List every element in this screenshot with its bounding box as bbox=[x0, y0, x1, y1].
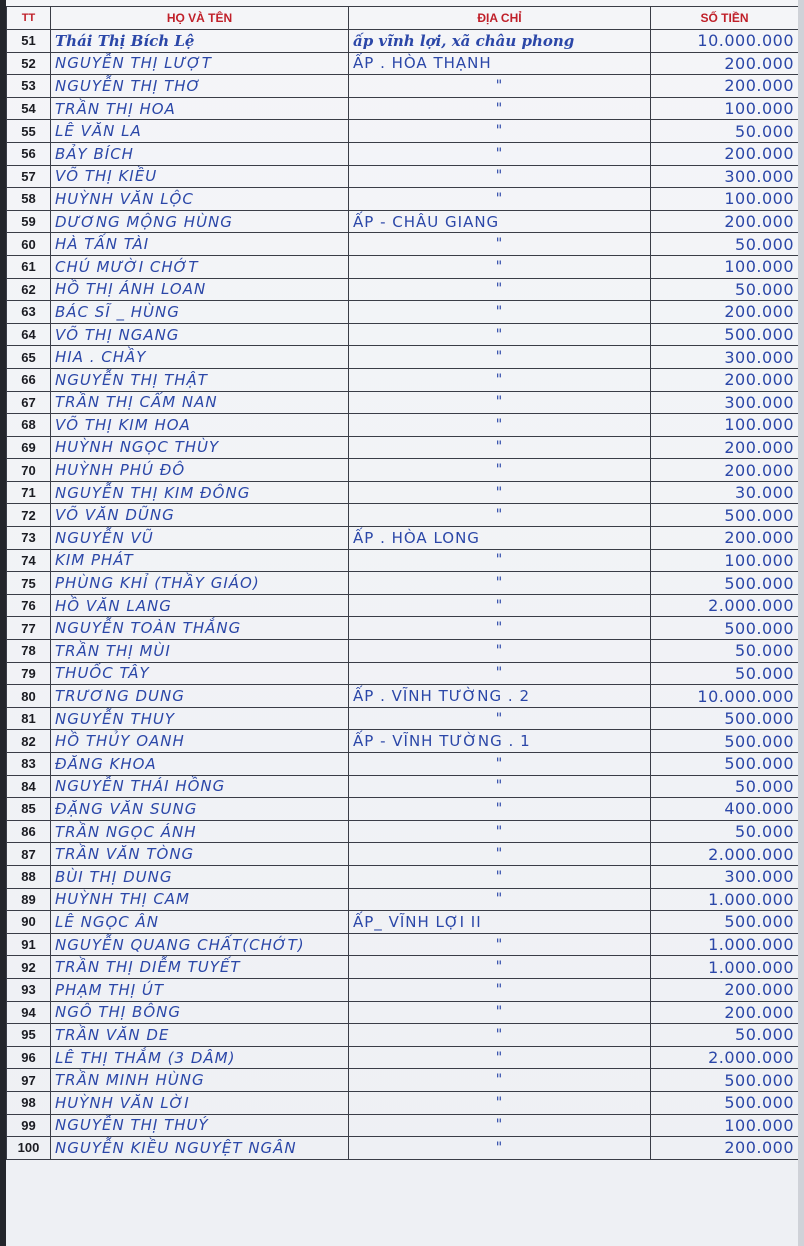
row-number: 66 bbox=[7, 368, 51, 391]
table-row bbox=[7, 617, 799, 640]
row-amount: 2.000.000 bbox=[651, 1046, 799, 1069]
row-amount: 100.000 bbox=[651, 414, 799, 437]
row-amount: 200.000 bbox=[651, 978, 799, 1001]
row-address: " bbox=[349, 707, 651, 730]
row-amount: 200.000 bbox=[651, 301, 799, 324]
row-number: 59 bbox=[7, 210, 51, 233]
table-row bbox=[7, 481, 799, 504]
row-number: 58 bbox=[7, 188, 51, 211]
row-amount: 500.000 bbox=[651, 730, 799, 753]
row-name: TRẦN VĂN DE bbox=[51, 1024, 349, 1047]
table-row bbox=[7, 233, 799, 256]
row-address: " bbox=[349, 820, 651, 843]
row-name: TRẦN THỊ DIỄM TUYẾT bbox=[51, 956, 349, 979]
row-number: 88 bbox=[7, 865, 51, 888]
row-address: " bbox=[349, 233, 651, 256]
table-row bbox=[7, 798, 799, 821]
row-number: 87 bbox=[7, 843, 51, 866]
table-row bbox=[7, 188, 799, 211]
row-name: NGUYỄN KIỀU NGUYỆT NGÂN bbox=[51, 1137, 349, 1160]
row-address: " bbox=[349, 978, 651, 1001]
row-address: " bbox=[349, 97, 651, 120]
table-row bbox=[7, 662, 799, 685]
header-tt: TT bbox=[7, 7, 51, 30]
row-address: " bbox=[349, 640, 651, 663]
row-number: 90 bbox=[7, 911, 51, 934]
row-name: THUỐC TÂY bbox=[51, 662, 349, 685]
row-address: " bbox=[349, 888, 651, 911]
row-address: " bbox=[349, 798, 651, 821]
table-row bbox=[7, 911, 799, 934]
row-amount: 50.000 bbox=[651, 278, 799, 301]
table-row bbox=[7, 1001, 799, 1024]
table-row bbox=[7, 30, 799, 53]
row-address: ẤP . HÒA THẠNH bbox=[349, 52, 651, 75]
row-amount: 100.000 bbox=[651, 255, 799, 278]
row-amount: 200.000 bbox=[651, 210, 799, 233]
row-amount: 200.000 bbox=[651, 459, 799, 482]
row-address: " bbox=[349, 414, 651, 437]
row-address: ẤP_ VĨNH LỢI II bbox=[349, 911, 651, 934]
row-number: 56 bbox=[7, 142, 51, 165]
row-number: 94 bbox=[7, 1001, 51, 1024]
row-name: NGUYỄN THUY bbox=[51, 707, 349, 730]
row-name: LÊ NGỌC ÂN bbox=[51, 911, 349, 934]
row-address: " bbox=[349, 617, 651, 640]
row-name: TRƯƠNG DUNG bbox=[51, 685, 349, 708]
row-number: 98 bbox=[7, 1091, 51, 1114]
row-amount: 50.000 bbox=[651, 775, 799, 798]
table-row bbox=[7, 978, 799, 1001]
row-name: KIM PHÁT bbox=[51, 549, 349, 572]
row-amount: 300.000 bbox=[651, 865, 799, 888]
header-address: ĐỊA CHỈ bbox=[349, 7, 651, 30]
row-amount: 10.000.000 bbox=[651, 685, 799, 708]
row-number: 52 bbox=[7, 52, 51, 75]
table-header-row bbox=[7, 7, 799, 30]
row-amount: 50.000 bbox=[651, 1024, 799, 1047]
row-address: " bbox=[349, 323, 651, 346]
row-amount: 200.000 bbox=[651, 142, 799, 165]
row-address: " bbox=[349, 436, 651, 459]
row-name: NGUYỄN THỊ THƠ bbox=[51, 75, 349, 98]
row-name: ĐẶNG VĂN SUNG bbox=[51, 798, 349, 821]
row-name: NGÔ THỊ BÔNG bbox=[51, 1001, 349, 1024]
row-name: TRẦN MINH HÙNG bbox=[51, 1069, 349, 1092]
row-number: 83 bbox=[7, 753, 51, 776]
row-number: 60 bbox=[7, 233, 51, 256]
row-amount: 100.000 bbox=[651, 97, 799, 120]
row-name: VÕ VĂN DŨNG bbox=[51, 504, 349, 527]
table-row bbox=[7, 391, 799, 414]
table-row bbox=[7, 97, 799, 120]
table-row bbox=[7, 323, 799, 346]
row-address: " bbox=[349, 753, 651, 776]
row-amount: 200.000 bbox=[651, 436, 799, 459]
row-address: " bbox=[349, 572, 651, 595]
header-amount: SỐ TIỀN bbox=[651, 7, 799, 30]
row-number: 89 bbox=[7, 888, 51, 911]
row-address: " bbox=[349, 865, 651, 888]
row-number: 55 bbox=[7, 120, 51, 143]
row-amount: 50.000 bbox=[651, 820, 799, 843]
table-row bbox=[7, 1069, 799, 1092]
table-row bbox=[7, 549, 799, 572]
row-amount: 500.000 bbox=[651, 1069, 799, 1092]
row-name: DƯƠNG MỘNG HÙNG bbox=[51, 210, 349, 233]
row-amount: 1.000.000 bbox=[651, 956, 799, 979]
row-number: 92 bbox=[7, 956, 51, 979]
row-address: " bbox=[349, 1024, 651, 1047]
row-amount: 30.000 bbox=[651, 481, 799, 504]
row-name: VÕ THỊ KIM HOA bbox=[51, 414, 349, 437]
row-amount: 200.000 bbox=[651, 368, 799, 391]
row-number: 74 bbox=[7, 549, 51, 572]
row-name: NGUYỄN THỊ KIM ĐÔNG bbox=[51, 481, 349, 504]
row-name: HUỲNH VĂN LỜI bbox=[51, 1091, 349, 1114]
row-amount: 500.000 bbox=[651, 1091, 799, 1114]
table-row bbox=[7, 865, 799, 888]
row-amount: 300.000 bbox=[651, 165, 799, 188]
row-amount: 500.000 bbox=[651, 504, 799, 527]
row-address: " bbox=[349, 504, 651, 527]
row-number: 82 bbox=[7, 730, 51, 753]
row-address: " bbox=[349, 165, 651, 188]
row-name: CHÚ MƯỜI CHỚT bbox=[51, 255, 349, 278]
table-row bbox=[7, 640, 799, 663]
row-address: " bbox=[349, 662, 651, 685]
row-address: " bbox=[349, 142, 651, 165]
row-name: LÊ VĂN LA bbox=[51, 120, 349, 143]
row-name: NGUYỄN THỊ LƯỢT bbox=[51, 52, 349, 75]
table-row bbox=[7, 301, 799, 324]
row-number: 80 bbox=[7, 685, 51, 708]
row-amount: 500.000 bbox=[651, 323, 799, 346]
row-name: TRẦN THỊ MÙI bbox=[51, 640, 349, 663]
row-address: " bbox=[349, 481, 651, 504]
row-number: 62 bbox=[7, 278, 51, 301]
row-number: 76 bbox=[7, 594, 51, 617]
donation-table bbox=[6, 6, 799, 1160]
row-number: 86 bbox=[7, 820, 51, 843]
row-number: 53 bbox=[7, 75, 51, 98]
row-number: 96 bbox=[7, 1046, 51, 1069]
row-number: 77 bbox=[7, 617, 51, 640]
row-address: " bbox=[349, 933, 651, 956]
row-number: 61 bbox=[7, 255, 51, 278]
row-name: TRẦN NGỌC ÁNH bbox=[51, 820, 349, 843]
row-name: Thái Thị Bích Lệ bbox=[51, 30, 349, 53]
row-name: PHẠM THỊ ÚT bbox=[51, 978, 349, 1001]
row-number: 93 bbox=[7, 978, 51, 1001]
row-amount: 500.000 bbox=[651, 707, 799, 730]
table-row bbox=[7, 594, 799, 617]
row-name: HUỲNH VĂN LỘC bbox=[51, 188, 349, 211]
table-row bbox=[7, 75, 799, 98]
row-amount: 300.000 bbox=[651, 391, 799, 414]
row-amount: 2.000.000 bbox=[651, 594, 799, 617]
table-row bbox=[7, 1091, 799, 1114]
table-row bbox=[7, 820, 799, 843]
row-number: 84 bbox=[7, 775, 51, 798]
row-amount: 100.000 bbox=[651, 188, 799, 211]
row-amount: 50.000 bbox=[651, 662, 799, 685]
row-amount: 200.000 bbox=[651, 52, 799, 75]
table-row bbox=[7, 1114, 799, 1137]
table-row bbox=[7, 459, 799, 482]
row-number: 78 bbox=[7, 640, 51, 663]
table-row bbox=[7, 572, 799, 595]
row-address: " bbox=[349, 368, 651, 391]
row-number: 51 bbox=[7, 30, 51, 53]
row-amount: 200.000 bbox=[651, 1001, 799, 1024]
row-name: HỒ THỦY OANH bbox=[51, 730, 349, 753]
row-name: TRẦN THỊ CẨM NAN bbox=[51, 391, 349, 414]
table-row bbox=[7, 1024, 799, 1047]
row-address: " bbox=[349, 120, 651, 143]
row-name: HUỲNH PHÚ ĐÔ bbox=[51, 459, 349, 482]
row-address: " bbox=[349, 1091, 651, 1114]
row-name: NGUYỄN THÁI HỒNG bbox=[51, 775, 349, 798]
row-name: TRẦN THỊ HOA bbox=[51, 97, 349, 120]
row-address: " bbox=[349, 391, 651, 414]
row-address: " bbox=[349, 775, 651, 798]
row-amount: 50.000 bbox=[651, 233, 799, 256]
row-amount: 50.000 bbox=[651, 120, 799, 143]
table-row bbox=[7, 165, 799, 188]
row-address: ẤP - CHÂU GIANG bbox=[349, 210, 651, 233]
table-row bbox=[7, 414, 799, 437]
row-amount: 300.000 bbox=[651, 346, 799, 369]
row-name: HUỲNH THỊ CAM bbox=[51, 888, 349, 911]
row-number: 65 bbox=[7, 346, 51, 369]
row-name: NGUYỄN QUANG CHẤT(CHỚT) bbox=[51, 933, 349, 956]
table-row bbox=[7, 142, 799, 165]
row-address: " bbox=[349, 255, 651, 278]
row-address: " bbox=[349, 278, 651, 301]
row-name: NGUYỄN TOÀN THẮNG bbox=[51, 617, 349, 640]
table-row bbox=[7, 504, 799, 527]
row-number: 57 bbox=[7, 165, 51, 188]
table-row bbox=[7, 368, 799, 391]
table-row bbox=[7, 843, 799, 866]
table-row bbox=[7, 888, 799, 911]
row-number: 67 bbox=[7, 391, 51, 414]
row-amount: 500.000 bbox=[651, 617, 799, 640]
table-row bbox=[7, 120, 799, 143]
row-address: " bbox=[349, 843, 651, 866]
row-number: 75 bbox=[7, 572, 51, 595]
row-address: " bbox=[349, 1114, 651, 1137]
page-edge bbox=[798, 0, 804, 1246]
table-row bbox=[7, 753, 799, 776]
row-name: VÕ THỊ NGANG bbox=[51, 323, 349, 346]
row-address: " bbox=[349, 956, 651, 979]
table-row bbox=[7, 956, 799, 979]
row-name: VÕ THỊ KIỀU bbox=[51, 165, 349, 188]
row-address: " bbox=[349, 301, 651, 324]
row-address: ấp vĩnh lợi, xã châu phong bbox=[349, 30, 651, 53]
row-amount: 100.000 bbox=[651, 1114, 799, 1137]
row-number: 63 bbox=[7, 301, 51, 324]
row-number: 81 bbox=[7, 707, 51, 730]
row-number: 68 bbox=[7, 414, 51, 437]
row-name: BÁC SĨ _ HÙNG bbox=[51, 301, 349, 324]
row-address: " bbox=[349, 594, 651, 617]
table-row bbox=[7, 1137, 799, 1160]
row-number: 99 bbox=[7, 1114, 51, 1137]
table-row bbox=[7, 527, 799, 550]
row-number: 70 bbox=[7, 459, 51, 482]
row-number: 97 bbox=[7, 1069, 51, 1092]
row-address: " bbox=[349, 1069, 651, 1092]
header-name: HỌ VÀ TÊN bbox=[51, 7, 349, 30]
table-row bbox=[7, 52, 799, 75]
row-name: HỒ VĂN LANG bbox=[51, 594, 349, 617]
row-number: 95 bbox=[7, 1024, 51, 1047]
row-address: " bbox=[349, 549, 651, 572]
row-number: 72 bbox=[7, 504, 51, 527]
row-name: HIA . CHẦY bbox=[51, 346, 349, 369]
row-number: 69 bbox=[7, 436, 51, 459]
row-name: ĐĂNG KHOA bbox=[51, 753, 349, 776]
row-address: " bbox=[349, 459, 651, 482]
row-name: HUỲNH NGỌC THÙY bbox=[51, 436, 349, 459]
row-name: LÊ THỊ THẮM (3 DÂM) bbox=[51, 1046, 349, 1069]
row-number: 79 bbox=[7, 662, 51, 685]
row-number: 73 bbox=[7, 527, 51, 550]
row-number: 100 bbox=[7, 1137, 51, 1160]
row-number: 64 bbox=[7, 323, 51, 346]
row-name: BẢY BÍCH bbox=[51, 142, 349, 165]
row-address: ẤP . VĨNH TƯỜNG . 2 bbox=[349, 685, 651, 708]
table-row bbox=[7, 707, 799, 730]
row-name: HỒ THỊ ÁNH LOAN bbox=[51, 278, 349, 301]
row-amount: 200.000 bbox=[651, 1137, 799, 1160]
table-row bbox=[7, 730, 799, 753]
table-body bbox=[7, 30, 799, 1160]
table-row bbox=[7, 933, 799, 956]
row-amount: 400.000 bbox=[651, 798, 799, 821]
row-address: " bbox=[349, 188, 651, 211]
row-number: 71 bbox=[7, 481, 51, 504]
table-row bbox=[7, 346, 799, 369]
row-amount: 2.000.000 bbox=[651, 843, 799, 866]
row-name: BÙI THỊ DUNG bbox=[51, 865, 349, 888]
row-address: ẤP . HÒA LONG bbox=[349, 527, 651, 550]
table-row bbox=[7, 775, 799, 798]
row-address: " bbox=[349, 1137, 651, 1160]
row-amount: 200.000 bbox=[651, 527, 799, 550]
row-name: HÀ TẤN TÀI bbox=[51, 233, 349, 256]
row-address: ẤP - VĨNH TƯỜNG . 1 bbox=[349, 730, 651, 753]
row-name: NGUYỄN VŨ bbox=[51, 527, 349, 550]
table-row bbox=[7, 685, 799, 708]
row-amount: 500.000 bbox=[651, 911, 799, 934]
row-amount: 1.000.000 bbox=[651, 888, 799, 911]
row-address: " bbox=[349, 1046, 651, 1069]
row-address: " bbox=[349, 1001, 651, 1024]
row-amount: 500.000 bbox=[651, 572, 799, 595]
table-row bbox=[7, 278, 799, 301]
table-row bbox=[7, 210, 799, 233]
row-amount: 200.000 bbox=[651, 75, 799, 98]
row-name: NGUYỄN THỊ THUÝ bbox=[51, 1114, 349, 1137]
row-amount: 500.000 bbox=[651, 753, 799, 776]
row-amount: 100.000 bbox=[651, 549, 799, 572]
row-name: TRẦN VĂN TÒNG bbox=[51, 843, 349, 866]
row-amount: 10.000.000 bbox=[651, 30, 799, 53]
row-number: 54 bbox=[7, 97, 51, 120]
row-number: 85 bbox=[7, 798, 51, 821]
table-row bbox=[7, 1046, 799, 1069]
row-address: " bbox=[349, 75, 651, 98]
row-amount: 50.000 bbox=[651, 640, 799, 663]
row-number: 91 bbox=[7, 933, 51, 956]
row-name: PHÙNG KHỈ (THẦY GIÁO) bbox=[51, 572, 349, 595]
row-amount: 1.000.000 bbox=[651, 933, 799, 956]
row-address: " bbox=[349, 346, 651, 369]
table-row bbox=[7, 255, 799, 278]
row-name: NGUYỄN THỊ THẬT bbox=[51, 368, 349, 391]
table-row bbox=[7, 436, 799, 459]
